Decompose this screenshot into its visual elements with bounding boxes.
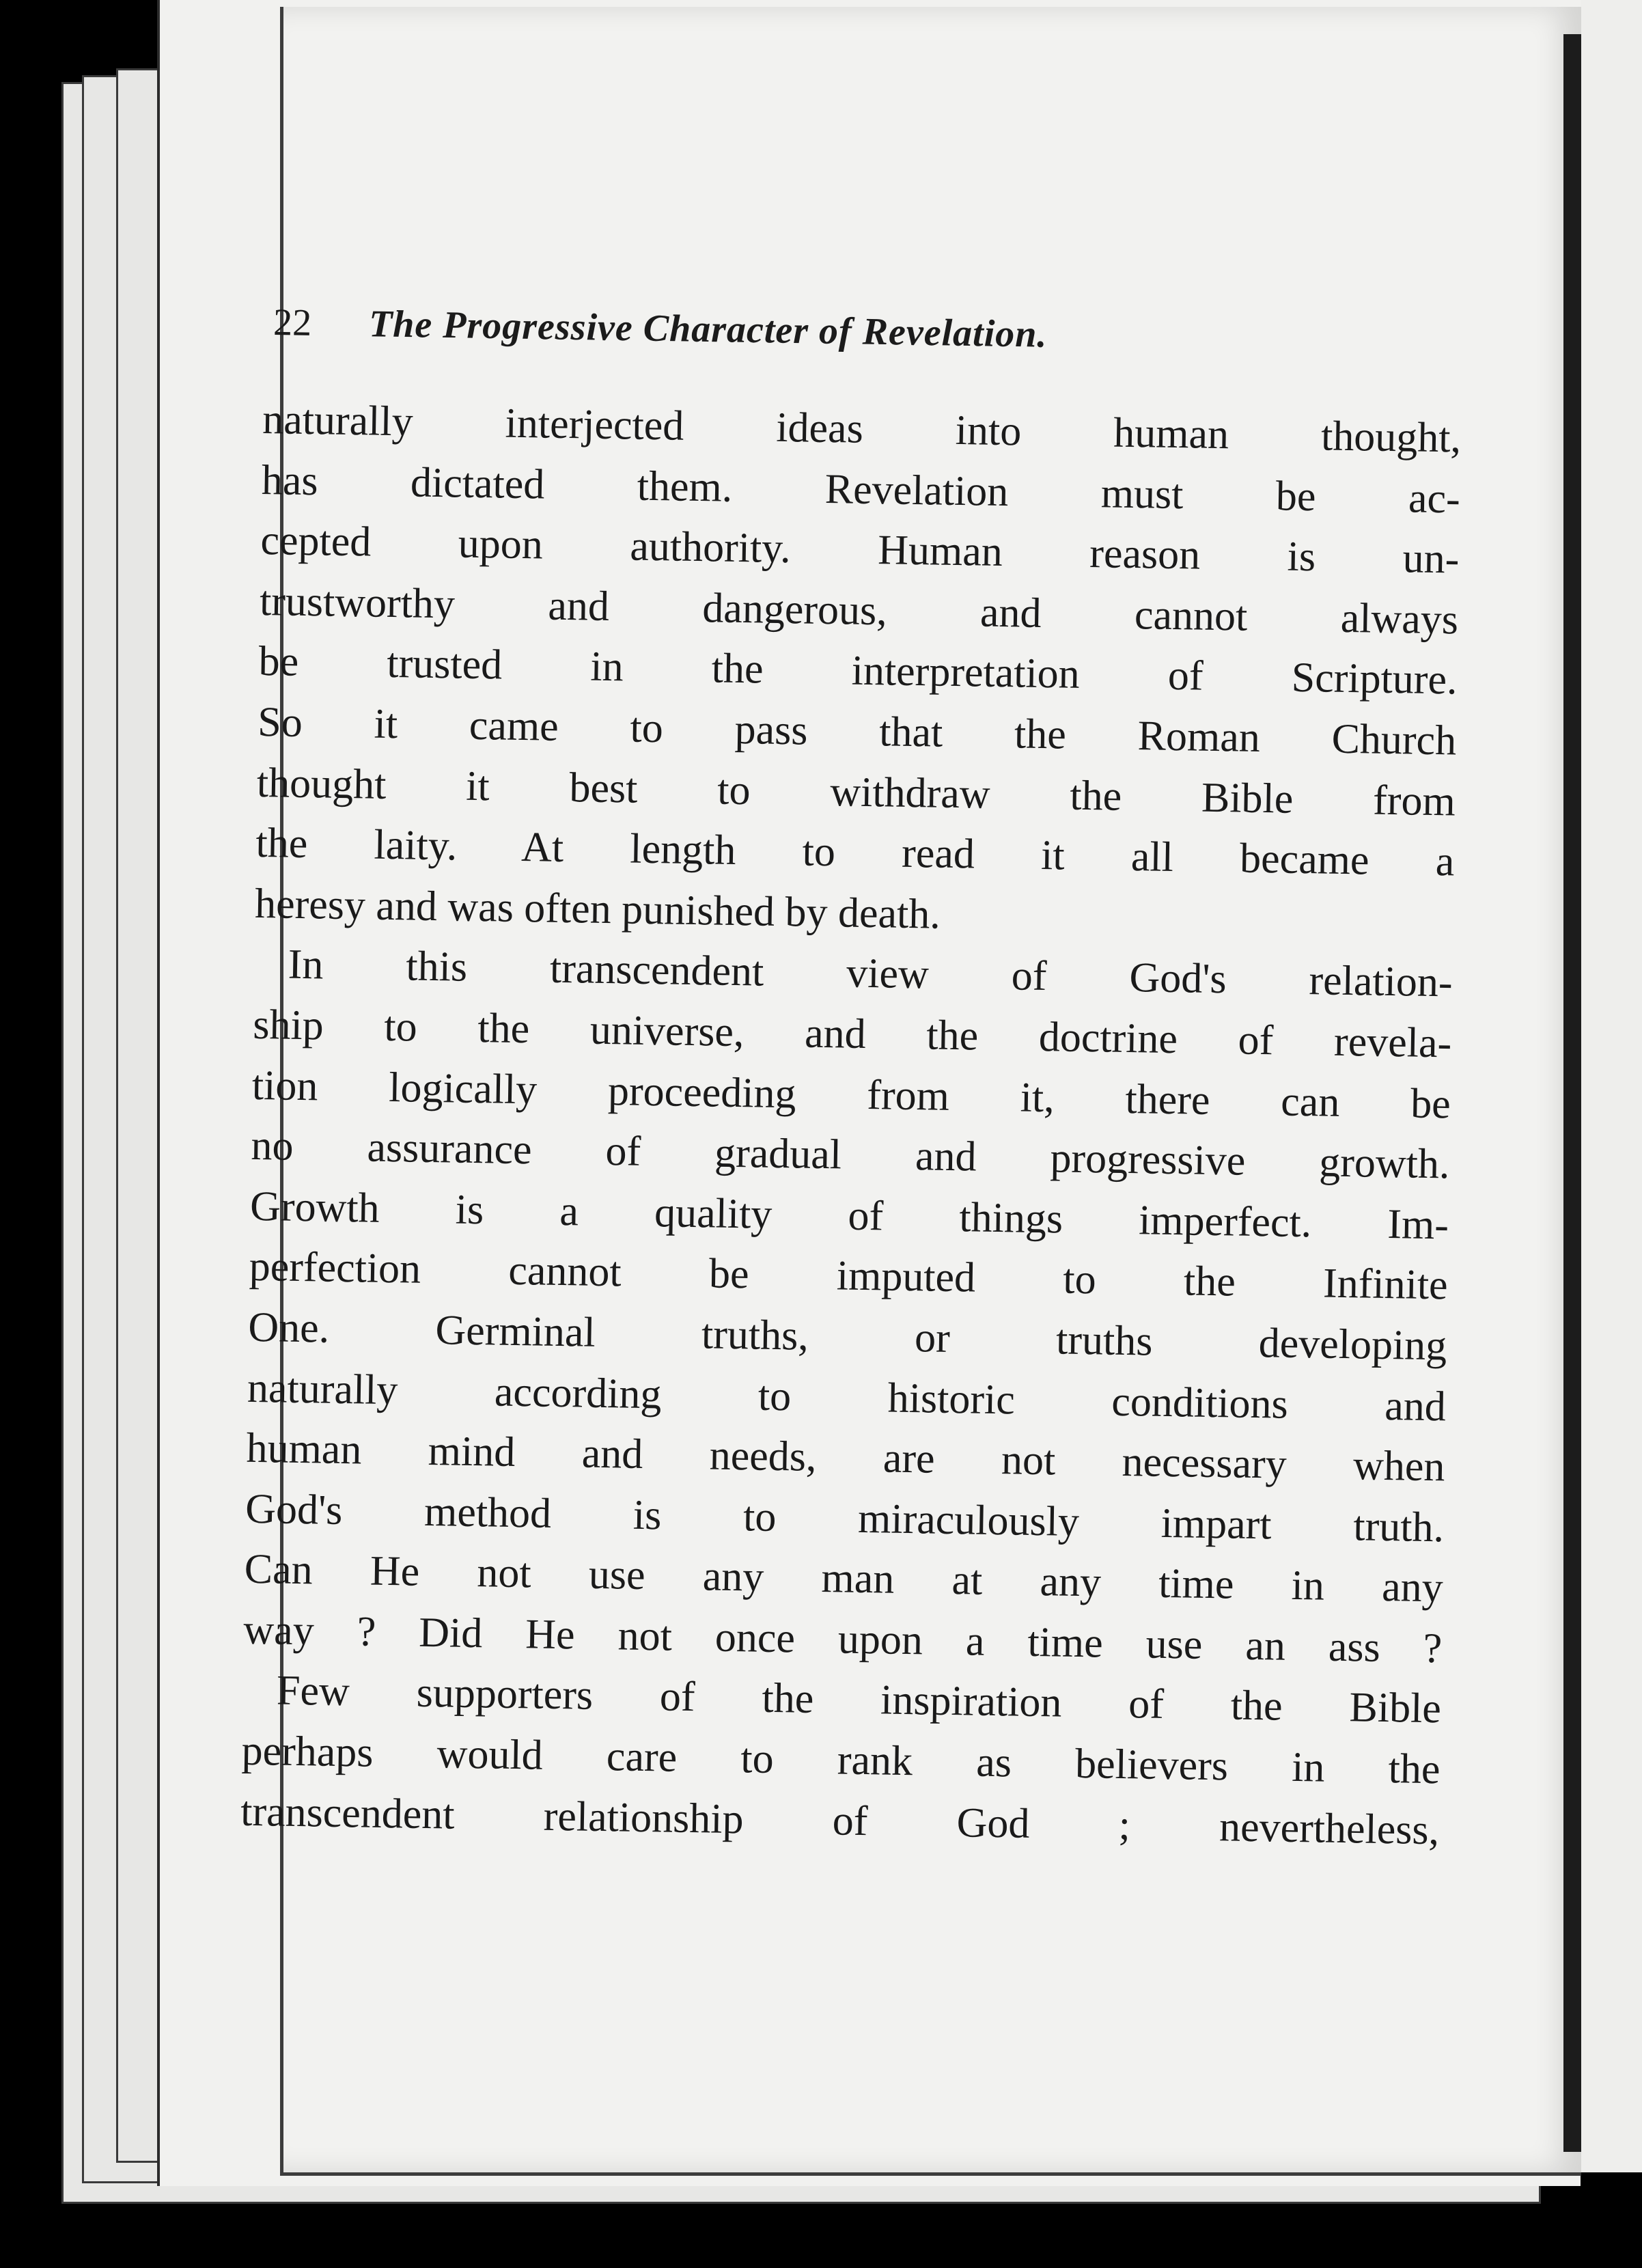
text-line: be trusted in the interpretation of Scripture. [258, 638, 1458, 704]
text-line: thought it best to withdraw the Bible from [256, 759, 1456, 825]
running-head: The Progressive Character of Revelation. [368, 303, 1048, 356]
text-line: perfection cannot be imputed to the Infinite [249, 1243, 1449, 1309]
body-text [240, 389, 1462, 1861]
text-line: cepted upon authority. Human reason is un- [260, 517, 1460, 583]
paragraph [240, 1660, 1442, 1860]
text-line: way ? Did He not once upon a time use an ass ? [242, 1606, 1443, 1672]
text-line: In this transcendent view of God's relation- [288, 941, 1453, 1006]
text-line: One. Germinal truths, or truths developing [247, 1303, 1447, 1370]
text-line: has dictated them. Revelation must be ac- [261, 456, 1461, 523]
page-gutter [1563, 34, 1581, 2152]
text-line: the laity. At length to read it all became a [255, 820, 1455, 885]
text-line: transcendent relationship of God ; nevertheless, [240, 1788, 1440, 1853]
text-line: So it came to pass that the Roman Church [257, 698, 1457, 764]
text-line: perhaps would care to rank as believers in the [241, 1727, 1441, 1793]
text-line: tion logically proceeding from it, there can be [251, 1062, 1451, 1127]
text-line: Few supporters of the inspiration of the Bible [276, 1668, 1442, 1732]
text-line: heresy and was often punished by death. [254, 880, 941, 938]
text-line: Growth is a quality of things imperfect. Im- [249, 1183, 1449, 1249]
text-line: ship to the universe, and the doctrine of revela- [252, 1001, 1452, 1067]
text-line: no assurance of gradual and progressive growth. [251, 1122, 1450, 1188]
text-line: naturally interjected ideas into human thought, [262, 396, 1462, 462]
text-line: Can He not use any man at any time in any [244, 1546, 1444, 1612]
paragraph [254, 389, 1461, 953]
paragraph [243, 934, 1453, 1679]
text-line: human mind and needs, are not necessary when [246, 1424, 1445, 1491]
text-line: God's method is to miraculously impart truth. [245, 1485, 1445, 1551]
page-number: 22 [273, 301, 312, 344]
text-line: trustworthy and dangerous, and cannot always [259, 577, 1459, 644]
text-line: naturally according to historic conditions and [247, 1364, 1447, 1430]
